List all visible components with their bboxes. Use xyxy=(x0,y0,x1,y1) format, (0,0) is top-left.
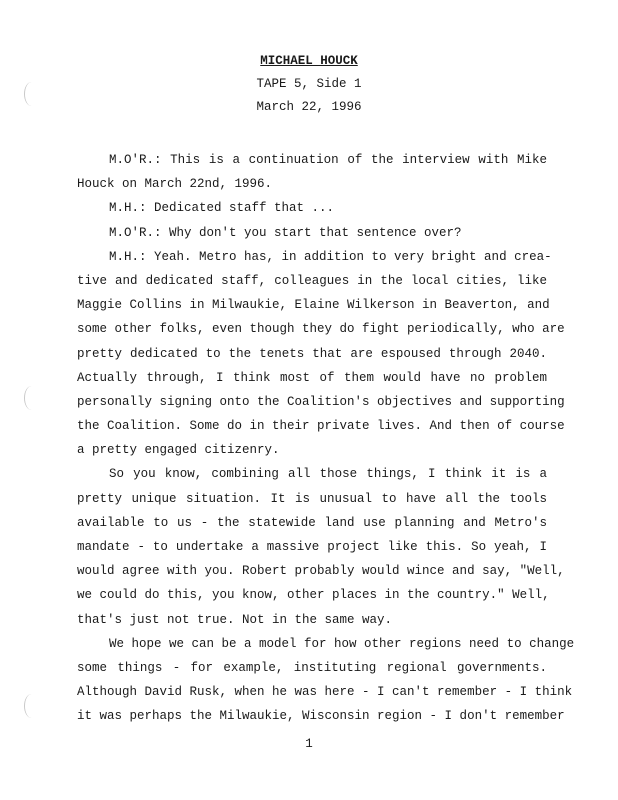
transcript-line: M.O'R.: Why don't you start that sentence over? xyxy=(109,225,462,240)
transcript-line: Maggie Collins in Milwaukie, Elaine Wilkerson in Beaverton, and xyxy=(77,298,550,313)
transcript-line: it was perhaps the Milwaukie, Wisconsin region - I don't remember xyxy=(77,709,565,724)
transcript-line: tive and dedicated staff, colleagues in the local cities, like xyxy=(77,273,547,288)
interviewee-name: MICHAEL HOUCK xyxy=(260,54,358,68)
punch-hole-mark xyxy=(24,694,39,718)
transcript-line: mandate - to undertake a massive project like this. So yeah, I xyxy=(77,540,547,554)
transcript-line: that's just not true. Not in the same way. xyxy=(77,612,393,627)
transcript-line: a pretty engaged citizenry. xyxy=(77,443,280,458)
transcript-body xyxy=(77,148,575,729)
transcript-line: would agree with you. Robert probably would wince and say, "Well, xyxy=(77,564,565,579)
transcript-line: some other folks, even though they do fight periodically, who are xyxy=(77,322,565,337)
transcript-line: Although David Rusk, when he was here - I can't remember - I think xyxy=(77,685,573,700)
transcript-line: personally signing onto the Coalition's objectives and supporting xyxy=(77,394,565,409)
transcript-line: M.H.: Dedicated staff that ... xyxy=(109,201,335,216)
transcript-line: We hope we can be a model for how other regions need to change xyxy=(109,636,575,651)
transcript-line: M.O'R.: This is a continuation of the interview with Mike xyxy=(109,153,547,167)
punch-hole-mark xyxy=(24,386,39,410)
transcript-line: Actually through, I think most of them would have no problem xyxy=(77,370,547,385)
transcript-line: So you know, combining all those things, I think it is a xyxy=(109,467,547,482)
transcript-line: M.H.: Yeah. Metro has, in addition to very bright and crea- xyxy=(109,249,552,264)
transcript-line: the Coalition. Some do in their private lives. And then of course xyxy=(77,419,565,434)
transcript-line: we could do this, you know, other places in the country." Well, xyxy=(77,588,550,603)
tape-label: TAPE 5, Side 1 xyxy=(256,77,362,91)
transcript-line: pretty dedicated to the tenets that are espoused through 2040. xyxy=(77,346,547,361)
interview-date: March 22, 1996 xyxy=(256,100,362,114)
transcript-line: available to us - the statewide land use planning and Metro's xyxy=(77,515,547,530)
transcript-line: some things - for example, instituting regional governments. xyxy=(77,660,547,675)
transcript-line: pretty unique situation. It is unusual to have all the tools xyxy=(77,491,547,506)
transcript-line: Houck on March 22nd, 1996. xyxy=(77,177,273,192)
page-number: 1 xyxy=(305,737,313,751)
